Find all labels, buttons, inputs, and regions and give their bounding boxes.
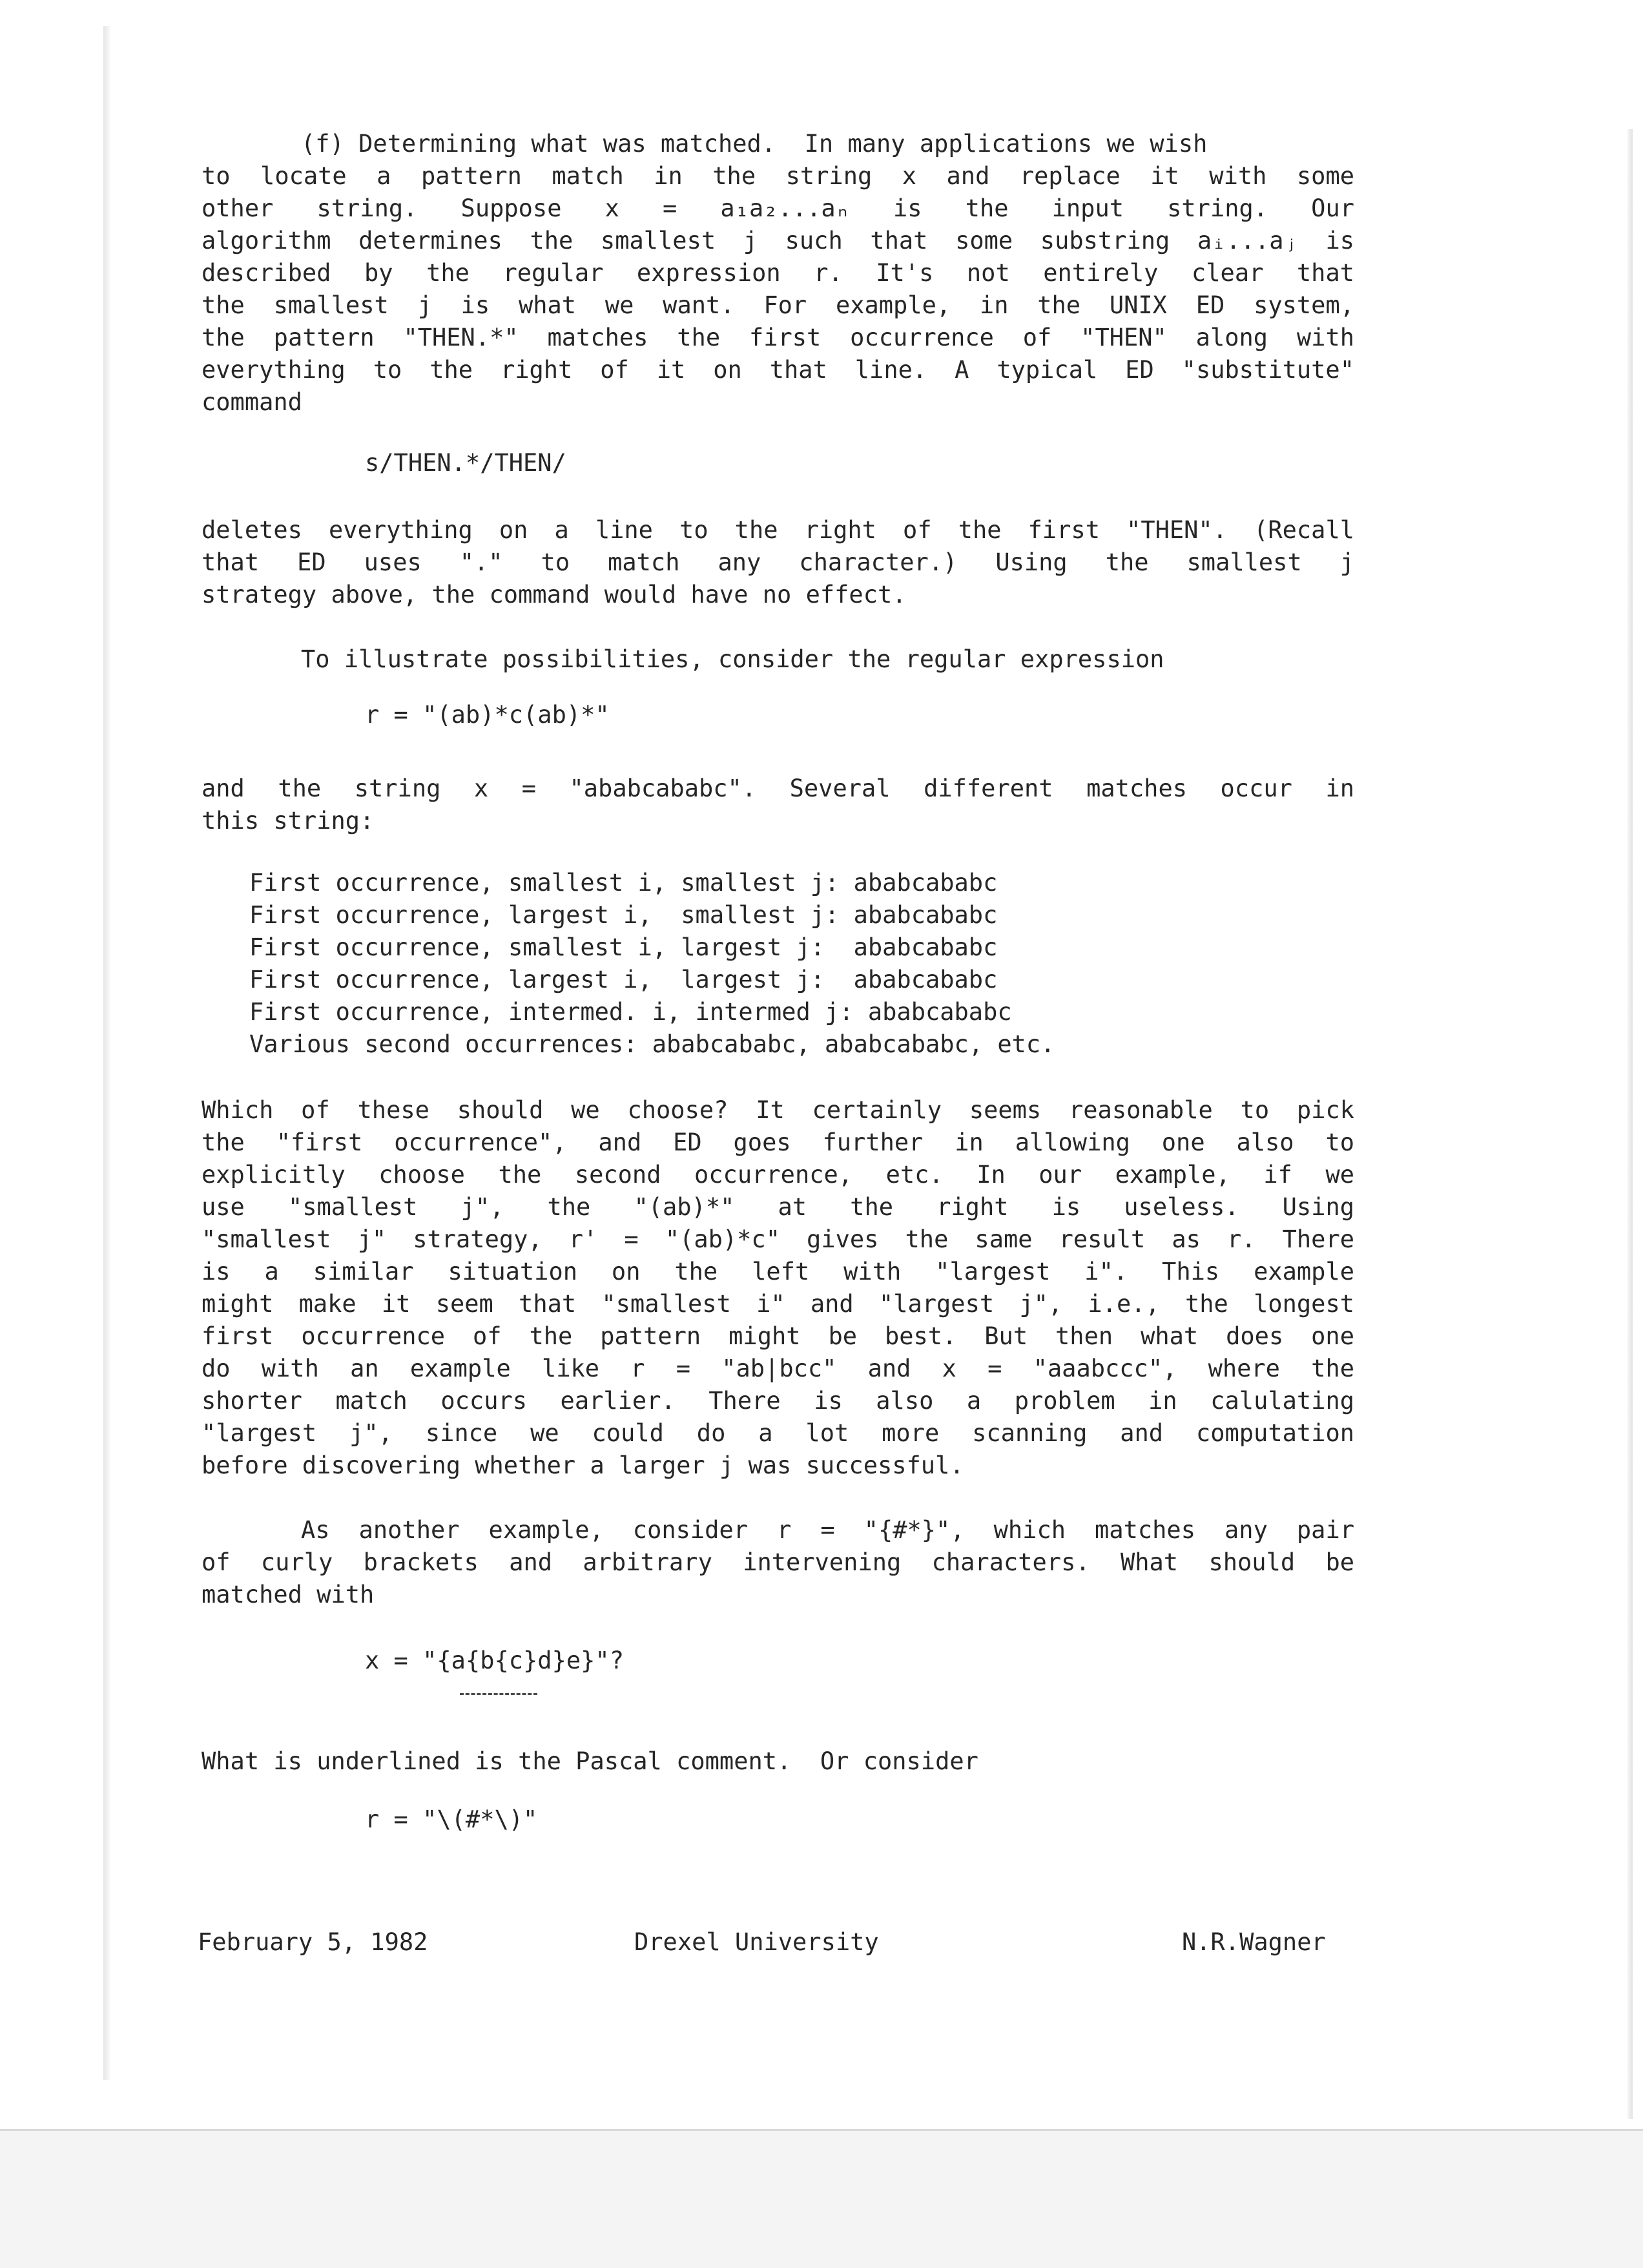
- paragraph-line: and the string x = "ababcababc". Several different matches occur in: [202, 775, 1354, 802]
- paragraph-line: do with an example like r = "ab|bcc" and x = "aaabccc", where the: [202, 1355, 1354, 1382]
- paragraph-line: to locate a pattern match in the string x and replace it with some: [202, 162, 1354, 190]
- paragraph-line: command: [202, 388, 302, 416]
- match-item: First occurrence, smallest i, largest j: ababcababc: [249, 933, 998, 961]
- match-item: First occurrence, largest i, largest j: ababcababc: [249, 966, 998, 994]
- paragraph-line: algorithm determines the smallest j such that some substring aᵢ...aⱼ is: [202, 227, 1354, 255]
- paragraph-line: To illustrate possibilities, consider the regular expression: [301, 645, 1164, 673]
- paragraph-line: Which of these should we choose? It certainly seems reasonable to pick: [202, 1096, 1354, 1124]
- paragraph-line: the "first occurrence", and ED goes further in allowing one also to: [202, 1129, 1354, 1156]
- paragraph-line: use "smallest j", the "(ab)*" at the right is useless. Using: [202, 1193, 1354, 1221]
- paragraph-line: described by the regular expression r. It's not entirely clear that: [202, 259, 1354, 287]
- match-item: First occurrence, smallest i, smallest j: ababcababc: [249, 869, 998, 897]
- paragraph-line: the smallest j is what we want. For example, in the UNIX ED system,: [202, 291, 1354, 319]
- underline-mark: [460, 1693, 537, 1698]
- footer-institution: Drexel University: [634, 1928, 879, 1956]
- paragraph-line: shorter match occurs earlier. There is also a problem in calulating: [202, 1387, 1354, 1415]
- paragraph-line: other string. Suppose x = a₁a₂...aₙ is the input string. Our: [202, 194, 1354, 222]
- regex-example: r = "(ab)*c(ab)*": [365, 701, 610, 729]
- string-example: x = "{a{b{c}d}e}"?: [365, 1647, 624, 1674]
- match-item: First occurrence, intermed. i, intermed j: ababcababc: [249, 998, 1012, 1026]
- scan-bottom-shade: [0, 2129, 1643, 2268]
- paragraph-line: explicitly choose the second occurrence, etc. In our example, if we: [202, 1161, 1354, 1189]
- paragraph-line: is a similar situation on the left with "largest i". This example: [202, 1258, 1354, 1285]
- paragraph-line: this string:: [202, 807, 375, 835]
- ed-command: s/THEN.*/THEN/: [365, 449, 566, 477]
- paragraph-line: deletes everything on a line to the right of the first "THEN". (Recall: [202, 516, 1354, 544]
- scan-right-edge: [1628, 129, 1633, 2119]
- paragraph-line: matched with: [202, 1581, 375, 1608]
- paragraph-line: that ED uses "." to match any character.) Using the smallest j: [202, 548, 1354, 576]
- regex-example: r = "\(#*\)": [365, 1805, 538, 1833]
- paragraph-line: everything to the right of it on that line. A typical ED "substitute": [202, 356, 1354, 384]
- paragraph-line: might make it seem that "smallest i" and "largest j", i.e., the longest: [202, 1290, 1354, 1318]
- paragraph-line: first occurrence of the pattern might be best. But then what does one: [202, 1322, 1354, 1350]
- match-item: Various second occurrences: ababcababc, ababcababc, etc.: [249, 1030, 1055, 1058]
- footer-author: N.R.Wagner: [1182, 1928, 1326, 1956]
- paragraph-line: (f) Determining what was matched. In many applications we wish: [301, 130, 1208, 158]
- paragraph-line: "smallest j" strategy, r' = "(ab)*c" gives the same result as r. There: [202, 1225, 1354, 1253]
- paragraph-line: strategy above, the command would have no effect.: [202, 581, 907, 609]
- match-item: First occurrence, largest i, smallest j: ababcababc: [249, 901, 998, 929]
- scan-left-edge: [103, 26, 110, 2080]
- footer-date: February 5, 1982: [198, 1928, 428, 1956]
- paragraph-line: before discovering whether a larger j was successful.: [202, 1451, 964, 1479]
- paragraph-line: of curly brackets and arbitrary intervening characters. What should be: [202, 1548, 1354, 1576]
- paragraph-line: "largest j", since we could do a lot more scanning and computation: [202, 1419, 1354, 1447]
- paragraph-line: the pattern "THEN.*" matches the first occurrence of "THEN" along with: [202, 324, 1354, 351]
- paragraph-line: As another example, consider r = "{#*}", which matches any pair: [301, 1516, 1354, 1544]
- paragraph-line: What is underlined is the Pascal comment. Or consider: [202, 1747, 978, 1775]
